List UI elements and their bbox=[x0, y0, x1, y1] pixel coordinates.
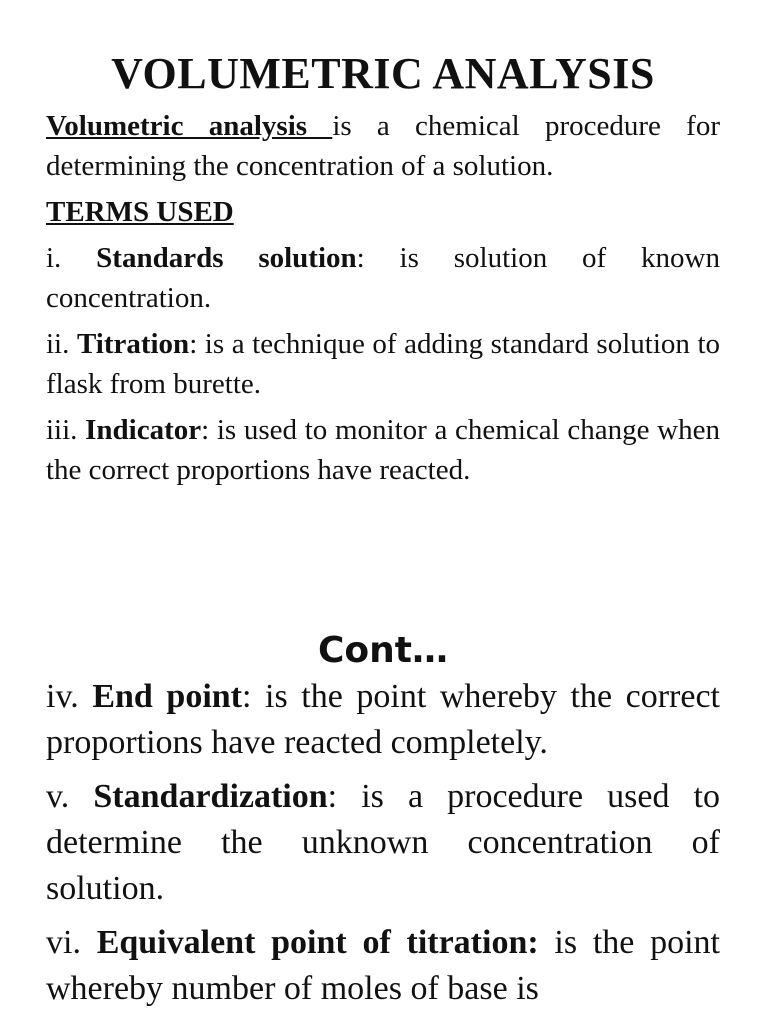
term-item bbox=[46, 774, 720, 912]
intro-term: Volumetric analysis bbox=[46, 110, 333, 142]
slide-volumetric-analysis bbox=[46, 48, 720, 496]
term-definition: : is the point whereby the correct proportions have reacted completely. bbox=[46, 678, 720, 761]
term-number: v. bbox=[46, 778, 94, 815]
term-definition: : is a procedure used to determine the unknown concentration of solution. bbox=[46, 778, 720, 907]
intro-text: is a chemical procedure for determining the concentration of a solution. bbox=[46, 110, 720, 182]
term-name: Indicator bbox=[85, 414, 202, 446]
term-definition: is the point whereby number of moles of base is bbox=[46, 924, 720, 1007]
term-item bbox=[46, 674, 720, 766]
continued-title: Cont… bbox=[318, 630, 448, 671]
intro-paragraph bbox=[46, 106, 720, 186]
term-item bbox=[46, 920, 720, 1012]
term-item bbox=[46, 410, 720, 490]
term-definition: : is used to monitor a chemical change when the correct proportions have reacted. bbox=[46, 414, 720, 486]
term-name: Standardization bbox=[93, 778, 328, 815]
term-name: End point bbox=[92, 678, 242, 715]
term-name: Standards solution bbox=[96, 242, 357, 274]
term-definition: : is a technique of adding standard solution to flask from burette. bbox=[46, 328, 721, 400]
terms-heading: TERMS USED bbox=[46, 196, 234, 228]
page-title: VOLUMETRIC ANALYSIS bbox=[111, 49, 655, 98]
term-item bbox=[46, 238, 720, 318]
term-item bbox=[46, 324, 720, 404]
term-number: iv. bbox=[46, 678, 93, 715]
term-number: vi. bbox=[46, 924, 97, 961]
term-number: i. bbox=[46, 242, 97, 274]
term-name: Titration bbox=[76, 328, 190, 360]
term-definition: : is solution of known concentration. bbox=[46, 242, 720, 314]
slide-continued bbox=[46, 628, 720, 1020]
term-number: iii. bbox=[46, 414, 86, 446]
term-name: Equivalent point of titration: bbox=[96, 924, 539, 961]
term-number: ii. bbox=[46, 328, 77, 360]
